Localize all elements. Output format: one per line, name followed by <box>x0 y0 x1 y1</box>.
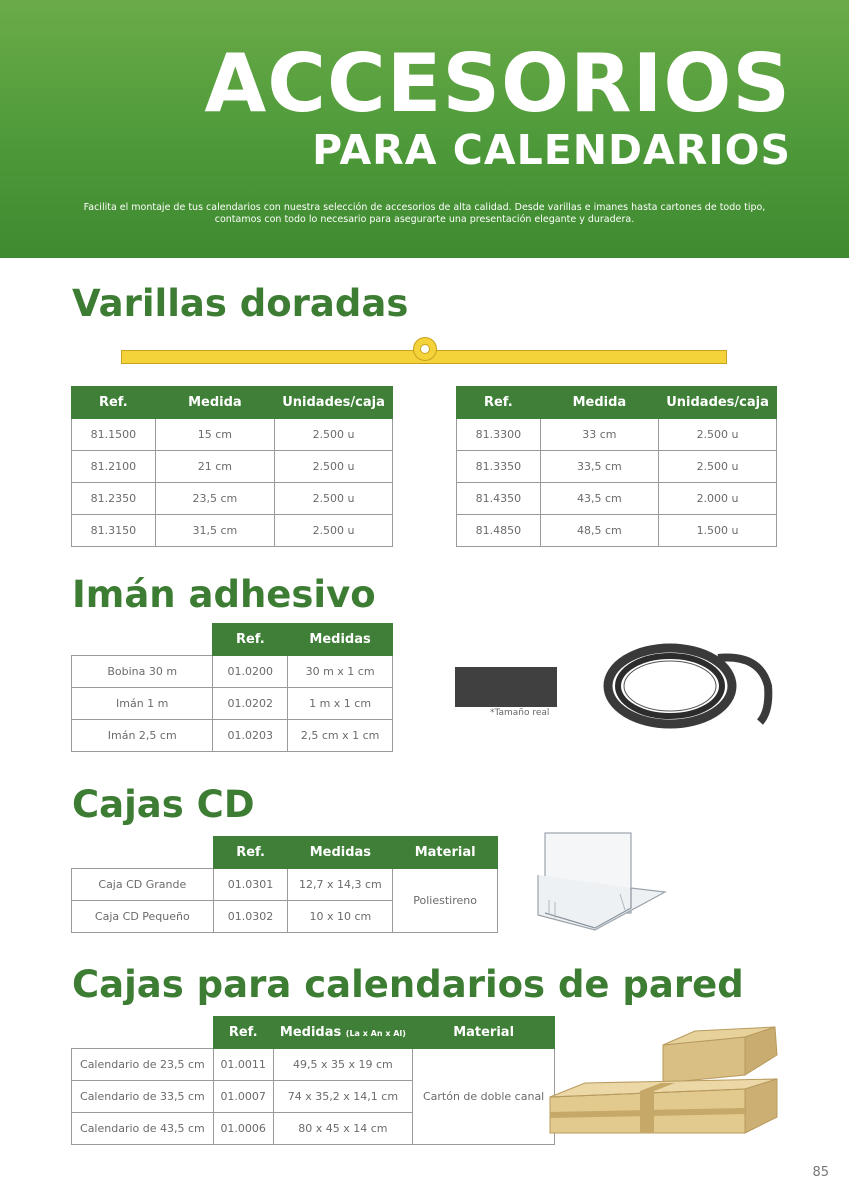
table-row <box>457 451 777 483</box>
cell-medidas: 1 m x 1 cm <box>288 688 393 720</box>
cell-product: Calendario de 43,5 cm <box>72 1113 214 1145</box>
col-material: Material <box>413 1017 555 1049</box>
cell-medida: 21 cm <box>155 451 274 483</box>
section-title-cajas-cd: Cajas CD <box>72 783 255 826</box>
section-title-iman: Imán adhesivo <box>72 573 376 616</box>
cell-medidas: 2,5 cm x 1 cm <box>288 720 393 752</box>
gold-rod-hole <box>420 344 430 354</box>
cell-material: Cartón de doble canal <box>413 1049 555 1145</box>
col-medidas-unit: (La x An x Al) <box>345 1029 406 1038</box>
cell-product: Calendario de 33,5 cm <box>72 1081 214 1113</box>
section-title-cajas-pared: Cajas para calendarios de pared <box>72 963 744 1006</box>
section-title-varillas: Varillas doradas <box>72 282 409 325</box>
table-row <box>72 451 393 483</box>
cell-ref: 01.0200 <box>213 656 288 688</box>
cell-medida: 15 cm <box>155 419 274 451</box>
cd-case-illustration <box>535 830 670 935</box>
cajas-pared-table <box>71 1016 555 1145</box>
table-row <box>72 869 498 901</box>
cell-product: Imán 2,5 cm <box>72 720 213 752</box>
cell-ref: 01.0006 <box>213 1113 273 1145</box>
table-row <box>457 483 777 515</box>
cell-ref: 81.3350 <box>457 451 541 483</box>
table-header-row <box>72 1017 555 1049</box>
cell-ref: 81.1500 <box>72 419 156 451</box>
col-medida: Medida <box>155 387 274 419</box>
cell-medidas: 49,5 x 35 x 19 cm <box>273 1049 413 1081</box>
table-row <box>457 515 777 547</box>
col-unidades: Unidades/caja <box>659 387 777 419</box>
real-size-note: *Tamaño real <box>490 708 550 718</box>
magnet-roll-illustration <box>600 636 775 736</box>
table-row <box>72 688 393 720</box>
cell-unidades: 2.500 u <box>275 451 393 483</box>
cell-product: Calendario de 23,5 cm <box>72 1049 214 1081</box>
cell-ref: 01.0202 <box>213 688 288 720</box>
cell-ref: 81.3150 <box>72 515 156 547</box>
cell-medidas: 80 x 45 x 14 cm <box>273 1113 413 1145</box>
cell-unidades: 2.500 u <box>659 419 777 451</box>
cell-unidades: 2.500 u <box>659 451 777 483</box>
cell-ref: 01.0011 <box>213 1049 273 1081</box>
cell-product: Caja CD Pequeño <box>72 901 214 933</box>
cell-ref: 81.2100 <box>72 451 156 483</box>
col-ref: Ref. <box>72 387 156 419</box>
cell-medidas: 30 m x 1 cm <box>288 656 393 688</box>
page-subtitle: PARA CALENDARIOS <box>312 126 791 174</box>
page-title: ACCESORIOS <box>204 37 791 130</box>
cell-ref: 81.3300 <box>457 419 541 451</box>
cell-medida: 31,5 cm <box>155 515 274 547</box>
cell-material: Poliestireno <box>393 869 498 933</box>
intro-line-2: contamos con todo lo necesario para asegurarte una presentación elegante y duradera. <box>214 214 635 225</box>
col-material: Material <box>393 837 498 869</box>
intro-text <box>60 202 789 226</box>
col-ref: Ref. <box>457 387 541 419</box>
intro-line-1: Facilita el montaje de tus calendarios con nuestra selección de accesorios de alta calidad. Desde varillas e imanes hasta cartones de todo tipo, <box>83 202 766 213</box>
table-row <box>72 1049 555 1081</box>
iman-table <box>71 623 393 752</box>
cell-medida: 33,5 cm <box>540 451 658 483</box>
cell-medida: 33 cm <box>540 419 658 451</box>
col-ref: Ref. <box>213 837 288 869</box>
header-banner <box>0 0 849 258</box>
cell-ref: 01.0302 <box>213 901 288 933</box>
cell-unidades: 2.500 u <box>275 483 393 515</box>
cell-unidades: 2.000 u <box>659 483 777 515</box>
table-row <box>72 720 393 752</box>
cell-ref: 81.2350 <box>72 483 156 515</box>
cell-ref: 01.0203 <box>213 720 288 752</box>
col-ref: Ref. <box>213 624 288 656</box>
cell-ref: 01.0301 <box>213 869 288 901</box>
cell-ref: 81.4850 <box>457 515 541 547</box>
table-row <box>72 419 393 451</box>
col-medida: Medida <box>540 387 658 419</box>
cell-unidades: 2.500 u <box>275 419 393 451</box>
table-header-row <box>72 837 498 869</box>
col-ref: Ref. <box>213 1017 273 1049</box>
cajas-cd-table <box>71 836 498 933</box>
blank-header-cell <box>72 1017 214 1049</box>
col-unidades: Unidades/caja <box>275 387 393 419</box>
cell-unidades: 1.500 u <box>659 515 777 547</box>
blank-header-cell <box>72 837 214 869</box>
table-row <box>72 515 393 547</box>
cell-medidas: 74 x 35,2 x 14,1 cm <box>273 1081 413 1113</box>
cell-ref: 81.4350 <box>457 483 541 515</box>
table-header-row <box>72 387 393 419</box>
cell-medidas: 10 x 10 cm <box>288 901 393 933</box>
cell-product: Imán 1 m <box>72 688 213 720</box>
cardboard-boxes-illustration <box>545 1025 785 1140</box>
table-header-row <box>72 624 393 656</box>
varillas-table-left <box>71 386 393 547</box>
cell-medidas: 12,7 x 14,3 cm <box>288 869 393 901</box>
blank-header-cell <box>72 624 213 656</box>
table-row <box>72 483 393 515</box>
col-medidas-label: Medidas <box>279 1025 342 1040</box>
cell-product: Bobina 30 m <box>72 656 213 688</box>
cell-medida: 43,5 cm <box>540 483 658 515</box>
cell-medida: 23,5 cm <box>155 483 274 515</box>
page-number: 85 <box>812 1165 829 1180</box>
col-medidas <box>273 1017 413 1049</box>
magnet-strip-sample <box>455 667 557 707</box>
col-medidas: Medidas <box>288 624 393 656</box>
cell-product: Caja CD Grande <box>72 869 214 901</box>
cell-ref: 01.0007 <box>213 1081 273 1113</box>
cell-unidades: 2.500 u <box>275 515 393 547</box>
col-medidas: Medidas <box>288 837 393 869</box>
table-row <box>457 419 777 451</box>
cell-medida: 48,5 cm <box>540 515 658 547</box>
table-row <box>72 656 393 688</box>
table-header-row <box>457 387 777 419</box>
varillas-table-right <box>456 386 777 547</box>
